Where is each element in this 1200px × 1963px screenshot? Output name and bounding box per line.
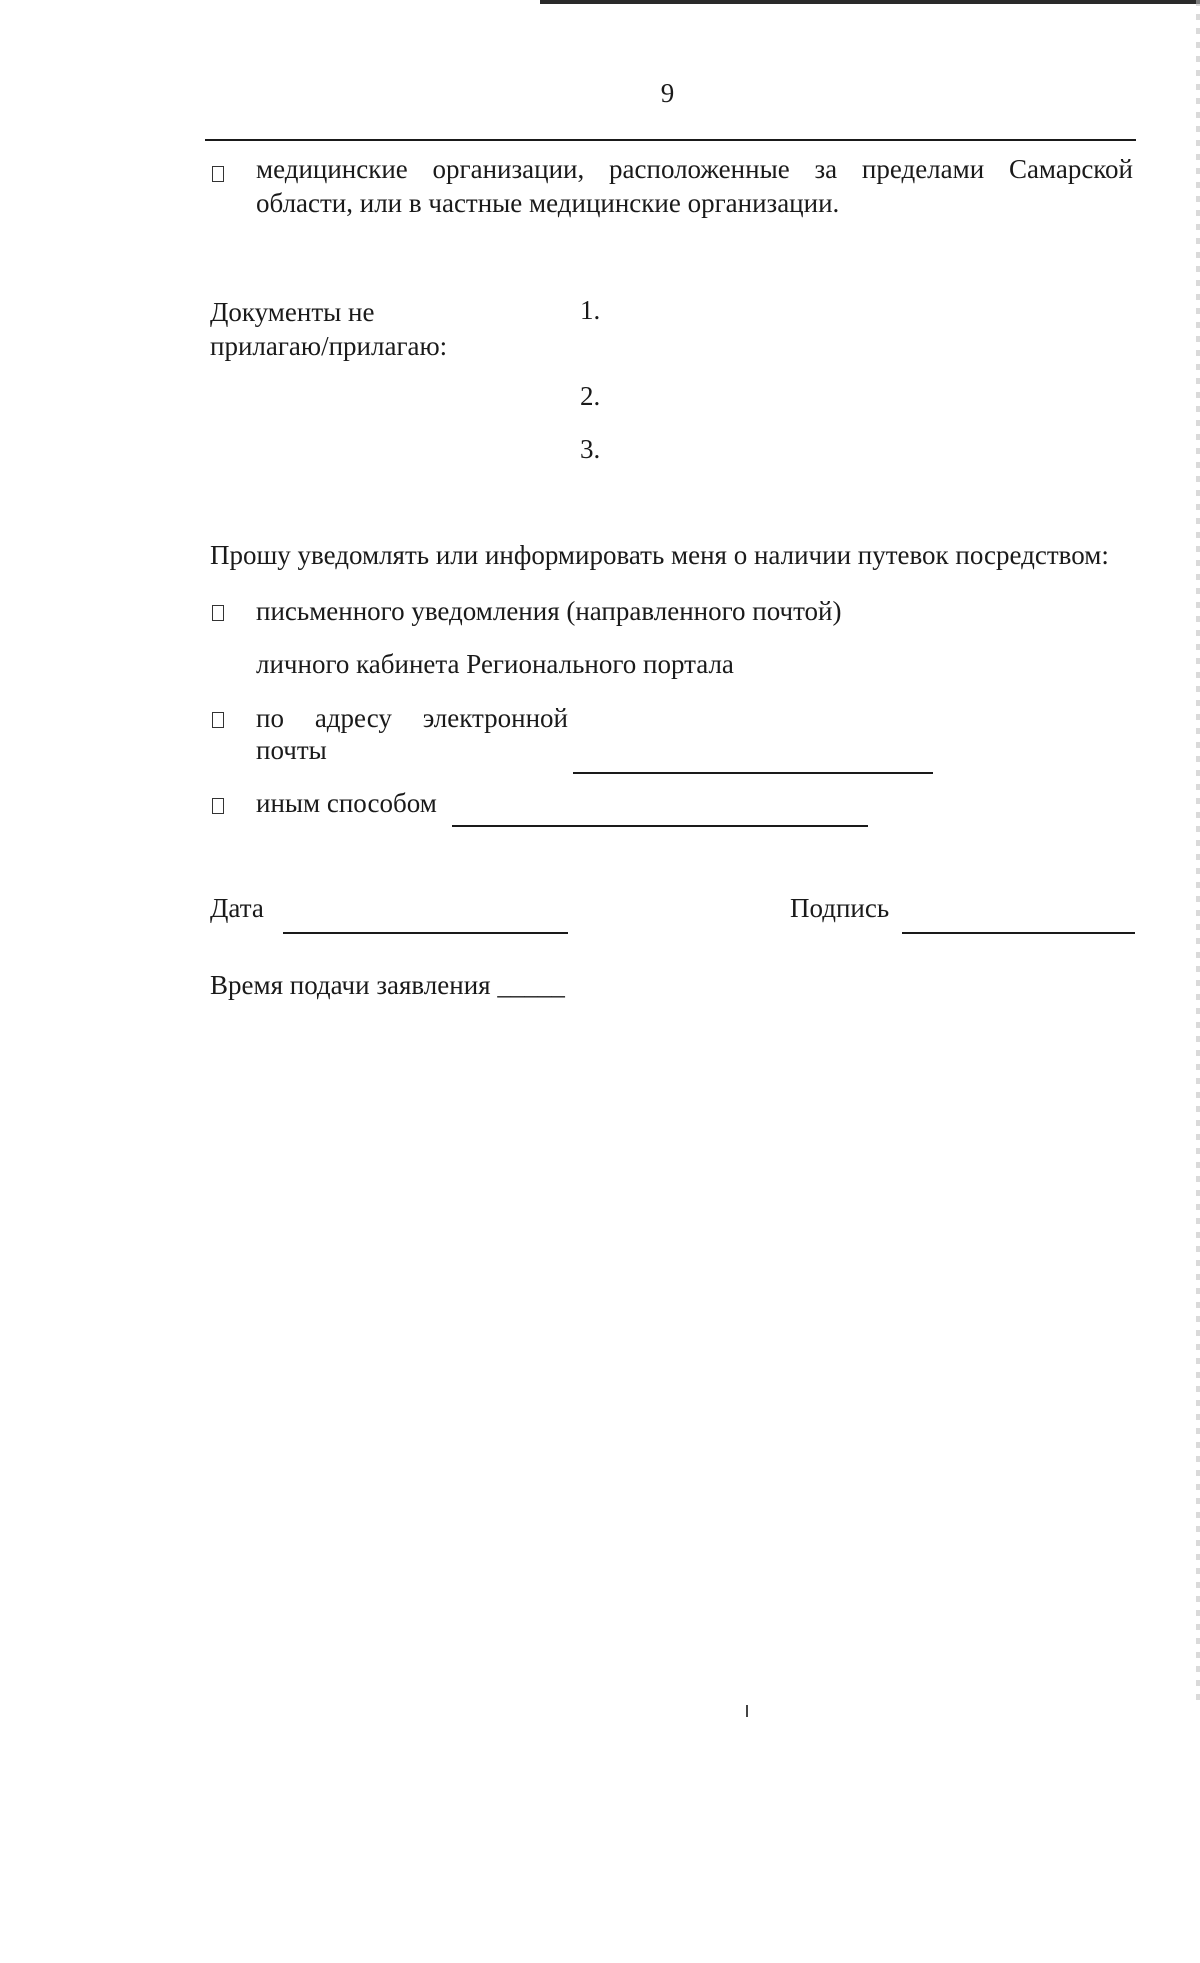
submission-time-label: Время подачи заявления _____: [210, 970, 565, 1000]
checkbox-icon[interactable]: [212, 798, 224, 814]
document-item-3: 3.: [580, 434, 601, 464]
date-input-line[interactable]: [283, 932, 568, 934]
checkbox-icon[interactable]: [212, 605, 224, 621]
document-item-1: 1.: [580, 295, 601, 325]
page-number: 9: [660, 78, 675, 108]
other-method-input-line[interactable]: [452, 825, 868, 827]
notify-option-portal: личного кабинета Регионального портала: [256, 649, 734, 679]
document-item-2: 2.: [580, 381, 601, 411]
notify-option-other: иным способом: [256, 788, 437, 818]
notify-heading: Прошу уведомлять или информировать меня о наличии путевок посредством:: [210, 540, 1109, 570]
signature-label: Подпись: [790, 893, 890, 923]
checkbox-icon[interactable]: [212, 712, 224, 728]
scan-edge-right: [1196, 0, 1200, 1700]
documents-label: Документы не прилагаю/прилагаю:: [210, 297, 448, 361]
date-label: Дата: [210, 893, 264, 923]
notify-option-email: по адресу электронной почты: [256, 703, 568, 765]
scan-speck: [746, 1705, 748, 1717]
signature-input-line[interactable]: [902, 932, 1135, 934]
header-divider: [205, 139, 1136, 141]
scan-edge-top: [540, 0, 1200, 4]
checkbox-icon[interactable]: [212, 166, 224, 182]
top-item-text: медицинские организации, расположенные за пределами Самарской области, или в частные медицинские организации.: [256, 154, 1133, 218]
email-input-line[interactable]: [573, 772, 933, 774]
notify-option-mail: письменного уведомления (направленного почтой): [256, 596, 842, 626]
